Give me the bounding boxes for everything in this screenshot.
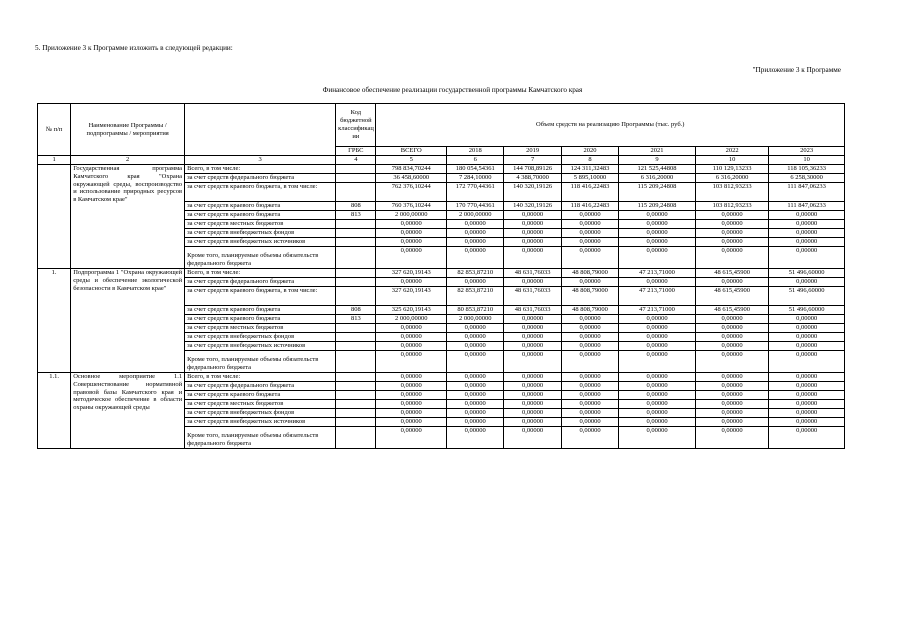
amount-cell: 6 258,30000 xyxy=(769,174,845,183)
amount-cell: 0,00000 xyxy=(446,229,503,238)
amount-cell: 0,00000 xyxy=(376,247,447,269)
funding-source: за счет средств местных бюджетов xyxy=(185,220,336,229)
amount-cell: 0,00000 xyxy=(376,229,447,238)
amount-cell: 118 416,22483 xyxy=(561,183,618,202)
amount-cell: 0,00000 xyxy=(446,418,503,427)
header-volume: Объем средств на реализацию Программы (тыс. руб.) xyxy=(376,104,845,147)
amount-cell: 0,00000 xyxy=(695,351,769,373)
amount-cell: 0,00000 xyxy=(446,351,503,373)
amount-cell: 0,00000 xyxy=(619,342,696,351)
amount-cell: 0,00000 xyxy=(769,400,845,409)
grbs-code: 813 xyxy=(336,211,376,220)
amount-cell: 0,00000 xyxy=(695,324,769,333)
amount-cell: 48 615,45900 xyxy=(695,287,769,306)
amount-cell: 0,00000 xyxy=(504,211,561,220)
grbs-code xyxy=(336,333,376,342)
funding-source: за счет средств местных бюджетов xyxy=(185,324,336,333)
amount-cell: 0,00000 xyxy=(619,247,696,269)
amount-cell: 0,00000 xyxy=(561,342,618,351)
amount-cell: 0,00000 xyxy=(561,382,618,391)
index-cell: 8 xyxy=(561,156,618,165)
amount-cell: 0,00000 xyxy=(504,324,561,333)
amount-cell: 0,00000 xyxy=(769,315,845,324)
amount-cell: 0,00000 xyxy=(695,247,769,269)
index-row xyxy=(38,156,845,165)
amount-cell: 0,00000 xyxy=(446,278,503,287)
amount-cell: 0,00000 xyxy=(376,400,447,409)
amount-cell: 0,00000 xyxy=(504,351,561,373)
amount-cell: 115 209,24808 xyxy=(619,202,696,211)
amount-cell: 111 847,06233 xyxy=(769,202,845,211)
amount-cell: 0,00000 xyxy=(504,427,561,449)
funding-source: Всего, в том числе: xyxy=(185,269,336,278)
amount-cell: 0,00000 xyxy=(376,278,447,287)
amount-cell: 0,00000 xyxy=(769,351,845,373)
amount-cell: 48 615,45900 xyxy=(695,269,769,278)
amount-cell: 7 284,10000 xyxy=(446,174,503,183)
amount-cell: 103 812,93233 xyxy=(695,202,769,211)
amount-cell: 0,00000 xyxy=(376,409,447,418)
grbs-code: 813 xyxy=(336,315,376,324)
funding-source: за счет средств местных бюджетов xyxy=(185,400,336,409)
amount-cell: 0,00000 xyxy=(769,409,845,418)
intro-text: 5. Приложение 3 к Программе изложить в следующей редакции: xyxy=(35,44,233,52)
amount-cell: 0,00000 xyxy=(376,382,447,391)
amount-cell: 48 615,45900 xyxy=(695,306,769,315)
amount-cell: 327 620,19143 xyxy=(376,269,447,278)
amount-cell: 0,00000 xyxy=(561,418,618,427)
funding-source: Кроме того, планируемые объемы обязательств федерального бюджета xyxy=(185,247,336,269)
amount-cell: 103 812,93233 xyxy=(695,183,769,202)
amount-cell: 47 213,71000 xyxy=(619,287,696,306)
amount-cell: 140 320,19126 xyxy=(504,183,561,202)
amount-cell: 47 213,71000 xyxy=(619,306,696,315)
grbs-code xyxy=(336,382,376,391)
amount-cell: 0,00000 xyxy=(695,382,769,391)
amount-cell: 0,00000 xyxy=(619,400,696,409)
amount-cell: 82 853,87210 xyxy=(446,287,503,306)
amount-cell: 0,00000 xyxy=(619,324,696,333)
amount-cell: 48 808,79000 xyxy=(561,269,618,278)
amount-cell: 48 631,76033 xyxy=(504,269,561,278)
amount-cell: 0,00000 xyxy=(619,229,696,238)
appendix-label: "Приложение 3 к Программе xyxy=(752,66,841,74)
amount-cell: 0,00000 xyxy=(504,342,561,351)
amount-cell: 0,00000 xyxy=(504,247,561,269)
grbs-code xyxy=(336,373,376,382)
amount-cell: 51 496,60000 xyxy=(769,269,845,278)
funding-source: за счет средств краевого бюджета, в том числе: xyxy=(185,287,336,306)
amount-cell: 51 496,60000 xyxy=(769,287,845,306)
amount-cell: 0,00000 xyxy=(769,391,845,400)
amount-cell: 121 525,44808 xyxy=(619,165,696,174)
amount-cell: 0,00000 xyxy=(619,418,696,427)
header-num: № п/п xyxy=(38,104,71,156)
amount-cell: 0,00000 xyxy=(504,238,561,247)
funding-source: за счет средств внебюджетных источников xyxy=(185,418,336,427)
header-col: 2020 xyxy=(561,147,618,156)
amount-cell: 0,00000 xyxy=(446,427,503,449)
grbs-code: 808 xyxy=(336,306,376,315)
amount-cell: 798 834,70244 xyxy=(376,165,447,174)
amount-cell: 0,00000 xyxy=(769,418,845,427)
amount-cell: 0,00000 xyxy=(561,278,618,287)
amount-cell: 0,00000 xyxy=(695,342,769,351)
amount-cell: 48 631,76033 xyxy=(504,306,561,315)
grbs-code xyxy=(336,409,376,418)
amount-cell: 0,00000 xyxy=(561,220,618,229)
row-number xyxy=(38,165,71,269)
funding-source: за счет средств внебюджетных фондов xyxy=(185,333,336,342)
grbs-code: 808 xyxy=(336,202,376,211)
funding-source: за счет средств внебюджетных источников xyxy=(185,238,336,247)
funding-source: за счет средств краевого бюджета xyxy=(185,211,336,220)
amount-cell: 2 000,00000 xyxy=(376,211,447,220)
amount-cell: 0,00000 xyxy=(619,278,696,287)
amount-cell: 0,00000 xyxy=(561,427,618,449)
header-code: Код бюджетной классификац ии xyxy=(336,104,376,147)
amount-cell: 0,00000 xyxy=(561,373,618,382)
amount-cell: 0,00000 xyxy=(561,391,618,400)
header-col: 2021 xyxy=(619,147,696,156)
amount-cell: 0,00000 xyxy=(695,400,769,409)
header-grbs: ГРБС xyxy=(336,147,376,156)
amount-cell: 0,00000 xyxy=(695,315,769,324)
amount-cell: 0,00000 xyxy=(446,333,503,342)
amount-cell: 0,00000 xyxy=(376,427,447,449)
amount-cell: 0,00000 xyxy=(619,211,696,220)
funding-source: за счет средств краевого бюджета xyxy=(185,306,336,315)
amount-cell: 0,00000 xyxy=(561,229,618,238)
header-col: ВСЕГО xyxy=(376,147,447,156)
grbs-code xyxy=(336,174,376,183)
amount-cell: 0,00000 xyxy=(769,333,845,342)
grbs-code xyxy=(336,183,376,202)
amount-cell: 48 631,76033 xyxy=(504,287,561,306)
index-cell: 10 xyxy=(695,156,769,165)
funding-source: за счет средств краевого бюджета, в том числе: xyxy=(185,183,336,202)
amount-cell: 111 847,06233 xyxy=(769,183,845,202)
amount-cell: 0,00000 xyxy=(695,391,769,400)
funding-source: за счет средств внебюджетных фондов xyxy=(185,409,336,418)
grbs-code xyxy=(336,278,376,287)
amount-cell: 6 316,20000 xyxy=(619,174,696,183)
amount-cell: 0,00000 xyxy=(695,278,769,287)
amount-cell: 0,00000 xyxy=(619,382,696,391)
funding-source: за счет средств краевого бюджета xyxy=(185,202,336,211)
table-row xyxy=(38,269,845,278)
amount-cell: 0,00000 xyxy=(376,373,447,382)
grbs-code xyxy=(336,165,376,174)
funding-source: за счет средств федерального бюджета xyxy=(185,382,336,391)
amount-cell: 0,00000 xyxy=(446,238,503,247)
funding-source: за счет средств федерального бюджета xyxy=(185,278,336,287)
header-col: 2022 xyxy=(695,147,769,156)
amount-cell: 118 105,36233 xyxy=(769,165,845,174)
index-cell: 5 xyxy=(376,156,447,165)
amount-cell: 170 770,44361 xyxy=(446,202,503,211)
amount-cell: 0,00000 xyxy=(619,427,696,449)
grbs-code xyxy=(336,342,376,351)
amount-cell: 0,00000 xyxy=(446,409,503,418)
funding-source: Кроме того, планируемые объемы обязательств федерального бюджета xyxy=(185,427,336,449)
row-number: 1. xyxy=(38,269,71,373)
grbs-code xyxy=(336,220,376,229)
grbs-code xyxy=(336,287,376,306)
amount-cell: 0,00000 xyxy=(619,220,696,229)
grbs-code xyxy=(336,391,376,400)
amount-cell: 0,00000 xyxy=(504,278,561,287)
funding-source: за счет средств внебюджетных источников xyxy=(185,342,336,351)
index-cell: 3 xyxy=(185,156,336,165)
header-col: 2023 xyxy=(769,147,845,156)
amount-cell: 0,00000 xyxy=(769,427,845,449)
amount-cell: 0,00000 xyxy=(504,333,561,342)
amount-cell: 0,00000 xyxy=(769,278,845,287)
funding-source: за счет средств краевого бюджета xyxy=(185,391,336,400)
grbs-code xyxy=(336,324,376,333)
amount-cell: 0,00000 xyxy=(619,238,696,247)
grbs-code xyxy=(336,238,376,247)
index-cell: 10 xyxy=(769,156,845,165)
amount-cell: 325 620,19143 xyxy=(376,306,447,315)
grbs-code xyxy=(336,351,376,373)
row-name: Государственная программа Камчатского края "Охрана окружающей среды, воспроизводство и использование природных ресурсов в Камчатском крае" xyxy=(71,165,185,269)
header-name: Наименование Программы / подпрограммы / мероприятия xyxy=(71,104,185,156)
funding-source: за счет средств краевого бюджета xyxy=(185,315,336,324)
amount-cell: 0,00000 xyxy=(769,247,845,269)
amount-cell: 172 770,44361 xyxy=(446,183,503,202)
amount-cell: 0,00000 xyxy=(561,400,618,409)
amount-cell: 48 808,79000 xyxy=(561,306,618,315)
amount-cell: 0,00000 xyxy=(376,342,447,351)
grbs-code xyxy=(336,418,376,427)
amount-cell: 0,00000 xyxy=(695,333,769,342)
amount-cell: 0,00000 xyxy=(446,373,503,382)
amount-cell: 0,00000 xyxy=(619,351,696,373)
index-cell: 1 xyxy=(38,156,71,165)
amount-cell: 0,00000 xyxy=(446,220,503,229)
page-title: Финансовое обеспечение реализации государственной программы Камчатского края xyxy=(322,86,583,94)
amount-cell: 0,00000 xyxy=(695,373,769,382)
amount-cell: 80 853,87210 xyxy=(446,306,503,315)
row-name: Основное мероприятие 1.1 Совершенствование нормативной правовой базы Камчатского края и методическое обеспечение в области охраны окружающей среды xyxy=(71,373,185,449)
amount-cell: 0,00000 xyxy=(446,391,503,400)
amount-cell: 0,00000 xyxy=(695,211,769,220)
amount-cell: 0,00000 xyxy=(504,229,561,238)
grbs-code xyxy=(336,247,376,269)
header-col: 2018 xyxy=(446,147,503,156)
amount-cell: 115 209,24808 xyxy=(619,183,696,202)
amount-cell: 0,00000 xyxy=(561,238,618,247)
amount-cell: 180 054,54361 xyxy=(446,165,503,174)
header-row xyxy=(38,104,845,147)
amount-cell: 0,00000 xyxy=(561,324,618,333)
amount-cell: 6 316,20000 xyxy=(695,174,769,183)
amount-cell: 0,00000 xyxy=(561,409,618,418)
amount-cell: 0,00000 xyxy=(446,400,503,409)
amount-cell: 0,00000 xyxy=(561,315,618,324)
amount-cell: 118 416,22483 xyxy=(561,202,618,211)
amount-cell: 0,00000 xyxy=(695,418,769,427)
amount-cell: 762 376,10244 xyxy=(376,183,447,202)
amount-cell: 0,00000 xyxy=(446,324,503,333)
row-name: Подпрограмма 1 "Охрана окружающей среды и обеспечение экологической безопасности в Камчатском крае" xyxy=(71,269,185,373)
amount-cell: 0,00000 xyxy=(769,324,845,333)
header-col: 2019 xyxy=(504,147,561,156)
amount-cell: 0,00000 xyxy=(695,427,769,449)
amount-cell: 2 000,00000 xyxy=(446,315,503,324)
table-row xyxy=(38,373,845,382)
amount-cell: 0,00000 xyxy=(619,315,696,324)
index-cell: 4 xyxy=(336,156,376,165)
amount-cell: 0,00000 xyxy=(446,342,503,351)
amount-cell: 0,00000 xyxy=(561,351,618,373)
amount-cell: 0,00000 xyxy=(446,247,503,269)
index-cell: 7 xyxy=(504,156,561,165)
amount-cell: 51 496,60000 xyxy=(769,306,845,315)
funding-source: за счет средств внебюджетных фондов xyxy=(185,229,336,238)
amount-cell: 0,00000 xyxy=(769,238,845,247)
amount-cell: 0,00000 xyxy=(695,220,769,229)
amount-cell: 0,00000 xyxy=(376,238,447,247)
amount-cell: 0,00000 xyxy=(376,351,447,373)
index-cell: 2 xyxy=(71,156,185,165)
amount-cell: 0,00000 xyxy=(504,391,561,400)
funding-source: за счет средств федерального бюджета xyxy=(185,174,336,183)
amount-cell: 0,00000 xyxy=(504,315,561,324)
amount-cell: 0,00000 xyxy=(769,373,845,382)
amount-cell: 4 388,70000 xyxy=(504,174,561,183)
amount-cell: 0,00000 xyxy=(376,391,447,400)
index-cell: 6 xyxy=(446,156,503,165)
amount-cell: 0,00000 xyxy=(446,382,503,391)
amount-cell: 2 000,00000 xyxy=(376,315,447,324)
funding-source: Всего, в том числе: xyxy=(185,165,336,174)
amount-cell: 327 620,19143 xyxy=(376,287,447,306)
amount-cell: 0,00000 xyxy=(561,333,618,342)
amount-cell: 0,00000 xyxy=(619,409,696,418)
grbs-code xyxy=(336,427,376,449)
amount-cell: 144 708,89126 xyxy=(504,165,561,174)
grbs-code xyxy=(336,269,376,278)
amount-cell: 0,00000 xyxy=(504,373,561,382)
amount-cell: 0,00000 xyxy=(695,229,769,238)
grbs-code xyxy=(336,400,376,409)
amount-cell: 48 808,79000 xyxy=(561,287,618,306)
row-number: 1.1. xyxy=(38,373,71,449)
amount-cell: 36 458,60000 xyxy=(376,174,447,183)
amount-cell: 0,00000 xyxy=(504,382,561,391)
amount-cell: 0,00000 xyxy=(769,220,845,229)
amount-cell: 0,00000 xyxy=(619,391,696,400)
amount-cell: 0,00000 xyxy=(561,247,618,269)
amount-cell: 0,00000 xyxy=(695,409,769,418)
amount-cell: 0,00000 xyxy=(376,220,447,229)
index-cell: 9 xyxy=(619,156,696,165)
header-empty xyxy=(185,104,336,156)
amount-cell: 5 895,10000 xyxy=(561,174,618,183)
amount-cell: 0,00000 xyxy=(695,238,769,247)
amount-cell: 82 853,87210 xyxy=(446,269,503,278)
amount-cell: 2 000,00000 xyxy=(446,211,503,220)
amount-cell: 0,00000 xyxy=(504,220,561,229)
amount-cell: 0,00000 xyxy=(769,229,845,238)
amount-cell: 0,00000 xyxy=(619,333,696,342)
funding-source: Всего, в том числе: xyxy=(185,373,336,382)
amount-cell: 0,00000 xyxy=(504,400,561,409)
amount-cell: 760 376,10244 xyxy=(376,202,447,211)
funding-source: Кроме того, планируемые объемы обязательств федерального бюджета xyxy=(185,351,336,373)
amount-cell: 124 311,32483 xyxy=(561,165,618,174)
amount-cell: 0,00000 xyxy=(619,373,696,382)
amount-cell: 110 129,13233 xyxy=(695,165,769,174)
table-row xyxy=(38,165,845,174)
finance-table xyxy=(37,103,845,449)
amount-cell: 0,00000 xyxy=(769,211,845,220)
amount-cell: 0,00000 xyxy=(769,342,845,351)
amount-cell: 0,00000 xyxy=(376,418,447,427)
amount-cell: 0,00000 xyxy=(504,418,561,427)
amount-cell: 0,00000 xyxy=(504,409,561,418)
amount-cell: 140 320,19126 xyxy=(504,202,561,211)
amount-cell: 0,00000 xyxy=(561,211,618,220)
amount-cell: 0,00000 xyxy=(376,324,447,333)
amount-cell: 0,00000 xyxy=(376,333,447,342)
amount-cell: 47 213,71000 xyxy=(619,269,696,278)
grbs-code xyxy=(336,229,376,238)
amount-cell: 0,00000 xyxy=(769,382,845,391)
